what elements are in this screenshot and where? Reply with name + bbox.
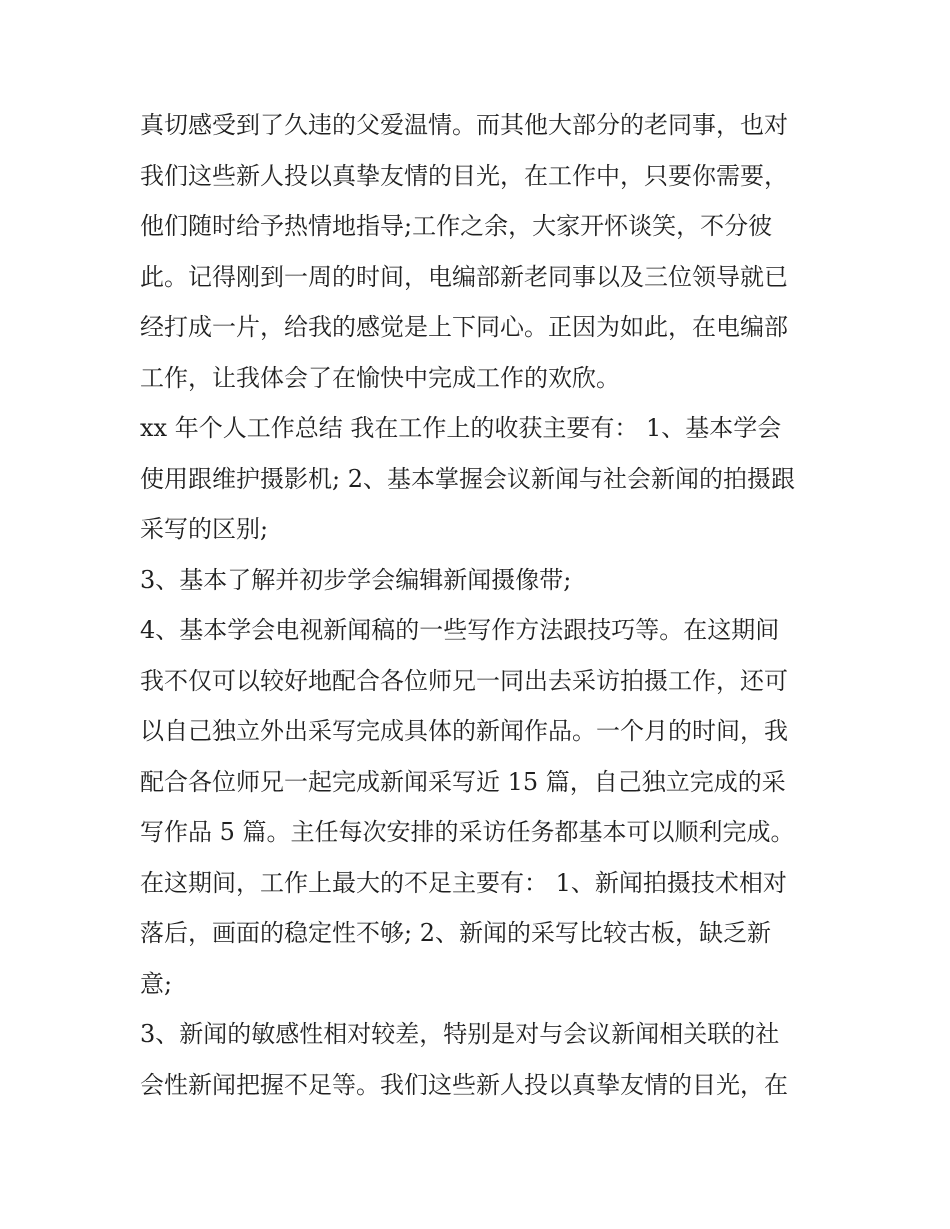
text-line: 3、新闻的敏感性相对较差，特别是对与会议新闻相关联的社 xyxy=(140,1020,780,1048)
text-line: 会性新闻把握不足等。我们这些新人投以真挚友情的目光，在 xyxy=(140,1070,788,1099)
paragraph-item-4 xyxy=(140,605,820,1009)
text-line: 我们这些新人投以真挚友情的目光，在工作中，只要你需要， xyxy=(140,161,788,190)
text-line: xx 年个人工作总结 我在工作上的收获主要有： 1、基本学会 xyxy=(140,414,782,442)
document-body xyxy=(140,100,820,1110)
text-line: 配合各位师兄一起完成新闻采写近 15 篇，自己独立完成的采 xyxy=(140,767,786,796)
text-line: 经打成一片，给我的感觉是上下同心。正因为如此，在电编部 xyxy=(140,313,788,341)
text-line: 写作品 5 篇。主任每次安排的采访任务都基本可以顺利完成。 xyxy=(140,818,795,846)
text-line: 此。记得刚到一周的时间，电编部新老同事以及三位领导就已 xyxy=(140,262,788,291)
text-line: 他们随时给予热情地指导;工作之余，大家开怀谈笑，不分彼 xyxy=(140,212,773,240)
paragraph-colleagues xyxy=(140,100,820,403)
text-line: 真切感受到了久违的父爱温情。而其他大部分的老同事，也对 xyxy=(140,111,788,139)
text-line: 使用跟维护摄影机; 2、基本掌握会议新闻与社会新闻的拍摄跟 xyxy=(140,464,795,493)
text-line: 4、基本学会电视新闻稿的一些写作方法跟技巧等。在这期间 xyxy=(140,616,780,644)
text-line: 在这期间，工作上最大的不足主要有： 1、新闻拍摄技术相对 xyxy=(140,868,787,897)
text-line: 意; xyxy=(140,969,173,998)
text-line: 3、基本了解并初步学会编辑新闻摄像带; xyxy=(140,565,572,594)
paragraph-gains xyxy=(140,403,820,555)
paragraph-item-3 xyxy=(140,555,820,606)
paragraph-shortcomings xyxy=(140,1009,820,1110)
text-line: 工作，让我体会了在愉快中完成工作的欢欣。 xyxy=(140,363,620,392)
text-line: 我不仅可以较好地配合各位师兄一同出去采访拍摄工作，还可 xyxy=(140,666,788,695)
text-line: 以自己独立外出采写完成具体的新闻作品。一个月的时间，我 xyxy=(140,717,788,745)
text-line: 采写的区别; xyxy=(140,515,269,543)
text-line: 落后，画面的稳定性不够; 2、新闻的采写比较古板，缺乏新 xyxy=(140,919,771,947)
